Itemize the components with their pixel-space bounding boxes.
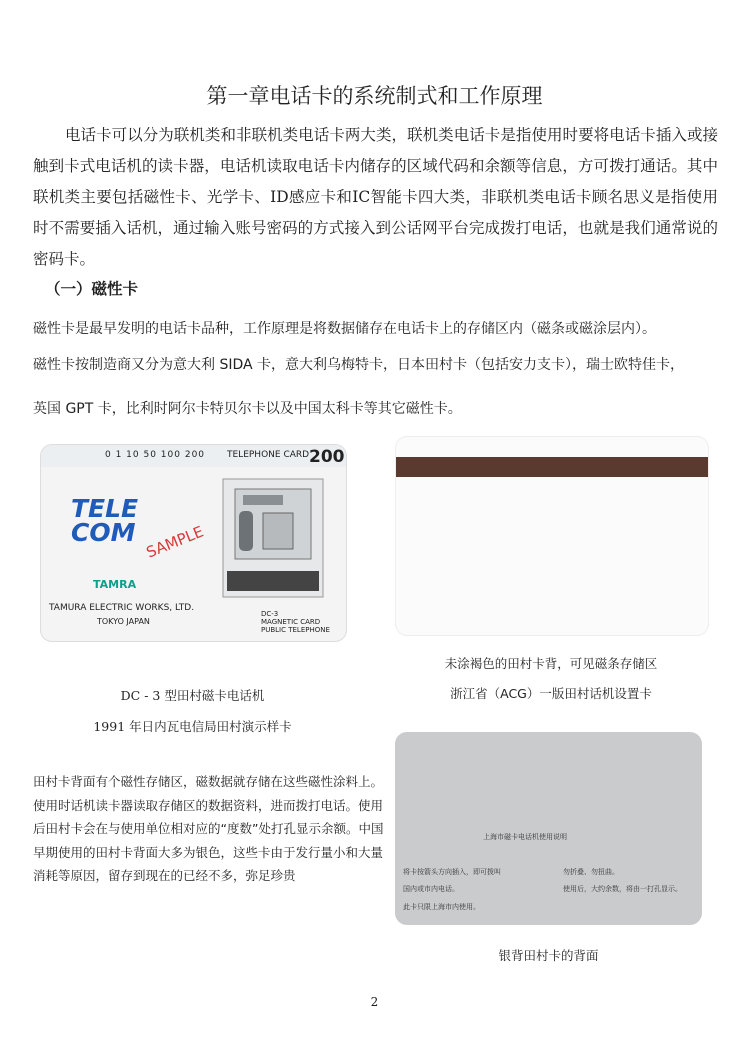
payphone-illustration <box>213 471 335 606</box>
silver-card-right-2: 使用后，大约余数，将由一打孔显示。 <box>563 885 682 893</box>
card-units-scale: 0 1 10 50 100 200 <box>105 450 206 460</box>
model-desc-2: PUBLIC TELEPHONE <box>261 626 330 634</box>
paragraph-1: 磁性卡是最早发明的电话卡品种，工作原理是将数据储存在电话卡上的存储区内（磁条或磁涂层内）。 <box>33 321 656 337</box>
paragraph-2: 磁性卡按制造商又分为意大利 SIDA 卡，意大利乌梅特卡，日本田村卡（包括安力支卡），瑞士欧特佳卡， <box>33 357 685 373</box>
magnetic-stripe <box>396 457 708 477</box>
silver-back-card-image <box>395 732 702 925</box>
telecom-logo <box>71 494 139 547</box>
silver-card-left-3: 此卡只限上海市内使用。 <box>403 903 480 911</box>
page-number: 2 <box>370 995 379 1009</box>
caption-silver-back: 银背田村卡的背面 <box>498 948 599 963</box>
page-title: 第一章电话卡的系统制式和工作原理 <box>206 84 543 108</box>
tamura-card-back-image <box>395 436 709 636</box>
tamura-card-front-image <box>40 444 347 642</box>
caption-1991-sample: 1991 年日内瓦电信局田村演示样卡 <box>93 719 292 734</box>
paragraph-3: 英国 GPT 卡，比利时阿尔卡特贝尔卡以及中国太科卡等其它磁性卡。 <box>33 401 462 417</box>
sample-stamp: SAMPLE <box>143 522 207 562</box>
tamra-logo: TAMRA <box>93 578 137 591</box>
model-desc-1: MAGNETIC CARD <box>261 618 321 626</box>
body-paragraph: 田村卡背面有个磁性存储区，磁数据就存储在这些磁性涂料上。使用时话机读卡器读取存储区的数据资料，进而拨打电话。使用后田村卡会在与使用单位相对应的“度数”处打孔显示余额。中国早期使用的田村卡背面大多为银色，这些卡由于发行量小和大量消耗等原因，留存到现在的已经不多，弥足珍贵 <box>33 774 384 883</box>
card-denomination: 200 <box>309 447 345 467</box>
silver-card-left-2: 国内或市内电话。 <box>403 885 459 893</box>
silver-card-heading: 上海市磁卡电话机使用说明 <box>483 833 567 841</box>
section-heading: （一）磁性卡 <box>45 280 139 298</box>
logo-line-2: COM <box>71 518 136 547</box>
model-code: DC-3 <box>261 610 279 618</box>
logo-line-1: TELE <box>71 494 139 523</box>
caption-dc3-phone: DC - 3 型田村磁卡电话机 <box>120 688 265 703</box>
caption-zhejiang-card: 浙江省（ACG）一版田村话机设置卡 <box>450 686 652 701</box>
silver-card-left-1: 将卡按箭头方向插入，即可拨叫 <box>403 868 501 876</box>
caption-card-back: 未涂褐色的田村卡背，可见磁条存储区 <box>444 656 658 671</box>
card-type-label: TELEPHONE CARD <box>227 450 310 460</box>
model-label <box>261 610 330 634</box>
company-name: TAMURA ELECTRIC WORKS, LTD. <box>49 603 195 613</box>
company-location: TOKYO JAPAN <box>97 617 150 626</box>
silver-card-right-1: 勿折叠、勿扭曲。 <box>563 868 619 876</box>
intro-paragraph: 电话卡可以分为联机类和非联机类电话卡两大类，联机类电话卡是指使用时要将电话卡插入或接触到卡式电话机的读卡器，电话机读取电话卡内储存的区域代码和余额等信息，方可拨打通话。其中联机类主要包括磁性卡、光学卡、ID感应卡和IC智能卡四大类，非联机类电话卡顾名思义是指使用时不需要插入话机，通过输入账号密码的方式接入到公话网平台完成拨打电话，也就是我们通常说的密码卡。 <box>33 126 718 268</box>
